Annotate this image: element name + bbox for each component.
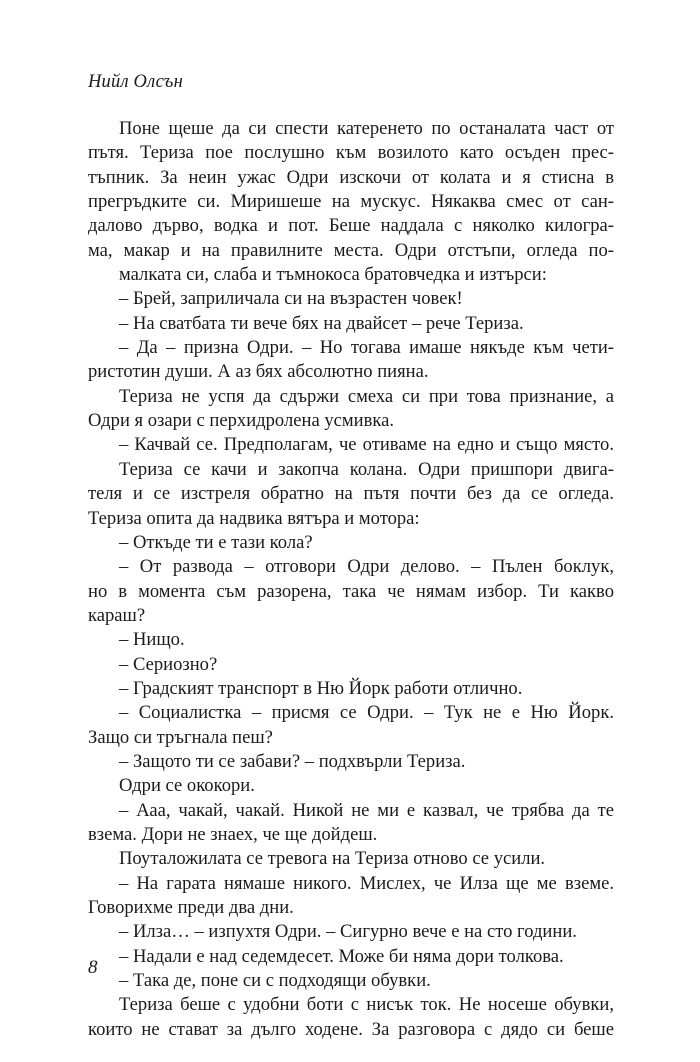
text-line: – Качвай се. Предполагам, че отиваме на едно и също място. <box>119 434 614 456</box>
text-line: – Брей, заприличала си на възрастен човек! <box>119 288 463 310</box>
text-line: – Надали е над седемдесет. Може би няма дори толкова. <box>119 945 564 967</box>
text-line: – Така де, поне си с подходящи обувки. <box>119 970 431 992</box>
text-line: – Градският транспорт в Ню Йорк работи отлично. <box>119 677 523 699</box>
text-line: Одри се ококори. <box>119 775 255 797</box>
text-line: пътя. Териза пое послушно към возилото като осъден прес- <box>88 142 614 164</box>
text-line: караш? <box>88 604 146 626</box>
text-line: взема. Дори не знаех, че ще дойдеш. <box>88 823 378 845</box>
running-head: Нийл Олсън <box>88 72 183 92</box>
text-line: – Защото ти се забави? – подхвърли Териза. <box>119 750 466 772</box>
text-line: прегръдките си. Миришеше на мускус. Някаква смес от сан- <box>88 191 614 213</box>
text-line: ма, макар и на правилните места. Одри отстъпи, огледа по- <box>88 239 614 261</box>
text-line: – От развода – отговори Одри делово. – Пълен боклук, <box>119 556 614 578</box>
text-line: Защо си тръгнала пеш? <box>88 726 273 748</box>
text-line: Одри я озари с перхидролена усмивка. <box>88 410 395 432</box>
body-text <box>88 117 614 1042</box>
page-number: 8 <box>88 957 98 978</box>
text-line: – Илза… – изпухтя Одри. – Сигурно вече е на сто години. <box>119 921 577 943</box>
text-line: далово дърво, водка и пот. Беше наддала с няколко килогра- <box>88 215 614 237</box>
text-line: теля и се изстреля обратно на пътя почти без да се огледа. <box>88 483 614 505</box>
text-line: – Сериозно? <box>119 653 218 675</box>
text-line: Териза опита да надвика вятъра и мотора: <box>88 507 420 529</box>
text-line: Териза беше с удобни боти с нисък ток. Не носеше обувки, <box>119 994 614 1016</box>
text-line: Говорихме преди два дни. <box>88 897 294 918</box>
text-line: тъпник. За неин ужас Одри изскочи от колата и я стисна в <box>88 166 614 188</box>
text-line: – На гарата нямаше никого. Мислех, че Илза ще ме вземе. <box>119 872 614 894</box>
text-line: които не стават за дълго ходене. За разговора с дядо си беше <box>88 1018 614 1040</box>
text-line: Поуталожилата се тревога на Териза отново се усили. <box>119 848 546 870</box>
text-line: – Ааа, чакай, чакай. Никой не ми е казвал, че трябва да те <box>119 799 614 821</box>
text-line: – Да – призна Одри. – Но тогава имаше някъде към чети- <box>119 337 614 359</box>
text-line: – На сватбата ти вече бях на двайсет – рече Териза. <box>119 312 524 334</box>
text-line: Поне щеше да си спести катеренето по останалата част от <box>119 118 614 139</box>
text-line: малката си, слаба и тъмнокоса братовчедка и изтърси: <box>119 264 547 286</box>
text-line: Териза се качи и закопча колана. Одри пришпори двига- <box>119 458 614 480</box>
text-line: Териза не успя да сдържи смеха си при това признание, а <box>119 385 614 407</box>
text-line: – Нищо. <box>119 629 185 651</box>
text-line: ристотин души. А аз бях абсолютно пияна. <box>88 361 429 383</box>
text-line: но в момента съм разорена, така че нямам избор. Ти какво <box>88 580 614 602</box>
text-line: – Социалистка – присмя се Одри. – Тук не е Ню Йорк. <box>119 702 614 724</box>
text-line: – Откъде ти е тази кола? <box>119 531 313 553</box>
